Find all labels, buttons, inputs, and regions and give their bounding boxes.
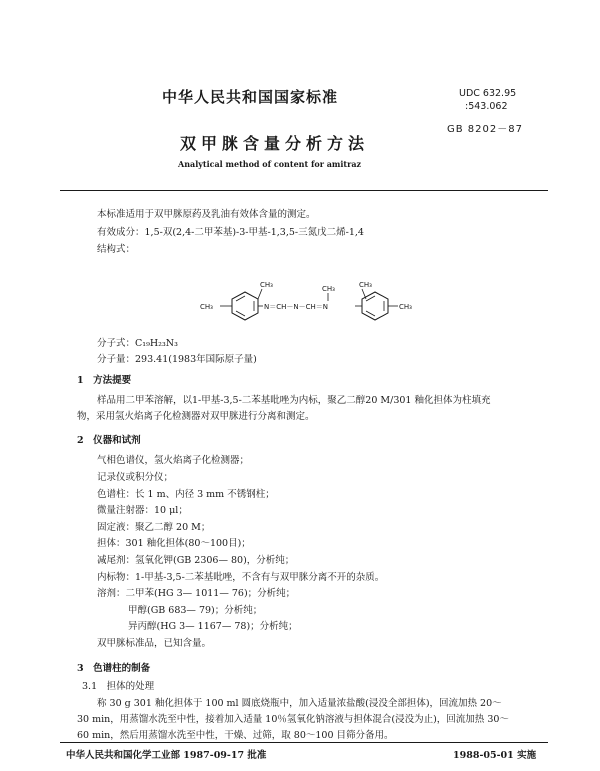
reagent-item: 微量注射器：10 μl； (97, 505, 188, 516)
gb-number: GB 8202－87 (447, 124, 523, 135)
section-1-line-1: 样品用二甲苯溶解，以1-甲基-3,5-二苯基吡唑为内标，聚乙二醇20 M/301 釉化担体为柱填充 (97, 395, 491, 406)
section-3-1-line-2: 30 min，用蒸馏水洗至中性，接着加入适量 10％氢氧化钠溶液与担体混合(浸没为止)，回流加热 30～ (77, 714, 509, 725)
reagent-item: 甲醇(GB 683— 79)；分析纯； (128, 605, 263, 616)
section-1-heading: 1 方法提要 (77, 375, 132, 386)
implementation-date: 1988-05-01 实施 (453, 750, 537, 761)
ch3-nitrogen-label: CH₃ (322, 285, 335, 293)
reagent-item: 内标物：1-甲基-3,5-二苯基吡唑，不含有与双甲脒分离不开的杂质。 (97, 572, 385, 583)
header-divider (60, 190, 548, 191)
structural-formula (200, 276, 430, 330)
reagent-item: 固定液：聚乙二醇 20 M； (97, 522, 211, 533)
reagent-item: 记录仪或积分仪； (97, 472, 174, 483)
reagent-item: 双甲脒标准品，已知含量。 (97, 638, 212, 649)
molecular-formula: 分子式：C₁₉H₂₃N₃ (97, 338, 178, 349)
ch3-right-ring-label: CH₃ (359, 281, 372, 289)
section-1-line-2: 物，采用氢火焰离子化检测器对双甲脒进行分离和测定。 (77, 411, 315, 422)
ch3-left-ring-label: CH₃ (260, 281, 273, 289)
document-title-english: Analytical method of content for amitraz (178, 159, 362, 169)
udc-line-2: :543.062 (465, 101, 508, 112)
reagent-item: 异丙醇(HG 3— 1167— 78)；分析纯； (128, 621, 298, 632)
ch3-right-end-label: CH₃ (399, 303, 412, 311)
approval-line: 中华人民共和国化学工业部 1987-09-17 批准 (66, 750, 267, 761)
intro-line-2: 有效成分：1,5-双(2,4-二甲苯基)-3-甲基-1,3,5-三氮戊二烯-1,4 (97, 227, 364, 238)
document-title: 双甲脒含量分析方法 (180, 134, 370, 153)
intro-line-3: 结构式： (97, 244, 136, 255)
standard-title: 中华人民共和国国家标准 (162, 88, 339, 106)
section-3-1-line-3: 60 min，然后用蒸馏水洗至中性，干燥、过筛，取 80～100 目筛分备用。 (77, 730, 394, 741)
udc-line-1: UDC 632.95 (459, 88, 517, 99)
section-3-1-heading: 3.1 担体的处理 (82, 681, 155, 692)
section-3-1-line-1: 称 30 g 301 釉化担体于 100 ml 圆底烧瓶中，加入适量浓盐酸(浸没全部担体)，回流加热 20～ (97, 698, 502, 709)
footer-divider (60, 742, 548, 743)
section-2-heading: 2 仪器和试剂 (77, 435, 141, 446)
intro-line-1: 本标准适用于双甲脒原药及乳油有效体含量的测定。 (97, 209, 316, 220)
reagent-item: 溶剂：二甲苯(HG 3— 1011— 76)；分析纯； (97, 588, 296, 599)
reagent-item: 减尾剂：氢氧化钾(GB 2306— 80)，分析纯； (97, 555, 295, 566)
reagent-item: 色谱柱：长 1 m、内径 3 mm 不锈钢柱； (97, 489, 275, 500)
reagent-item: 担体：301 釉化担体(80～100目)； (97, 538, 251, 549)
triazadiene-chain-label: N＝CH－N－CH＝N (264, 303, 329, 311)
reagent-item: 气相色谱仪，氢火焰离子化检测器； (97, 455, 250, 466)
ch3-left-end-label: CH₃ (200, 303, 213, 311)
section-3-heading: 3 色谱柱的制备 (77, 663, 151, 674)
molecular-weight: 分子量：293.41(1983年国际原子量) (97, 354, 257, 365)
